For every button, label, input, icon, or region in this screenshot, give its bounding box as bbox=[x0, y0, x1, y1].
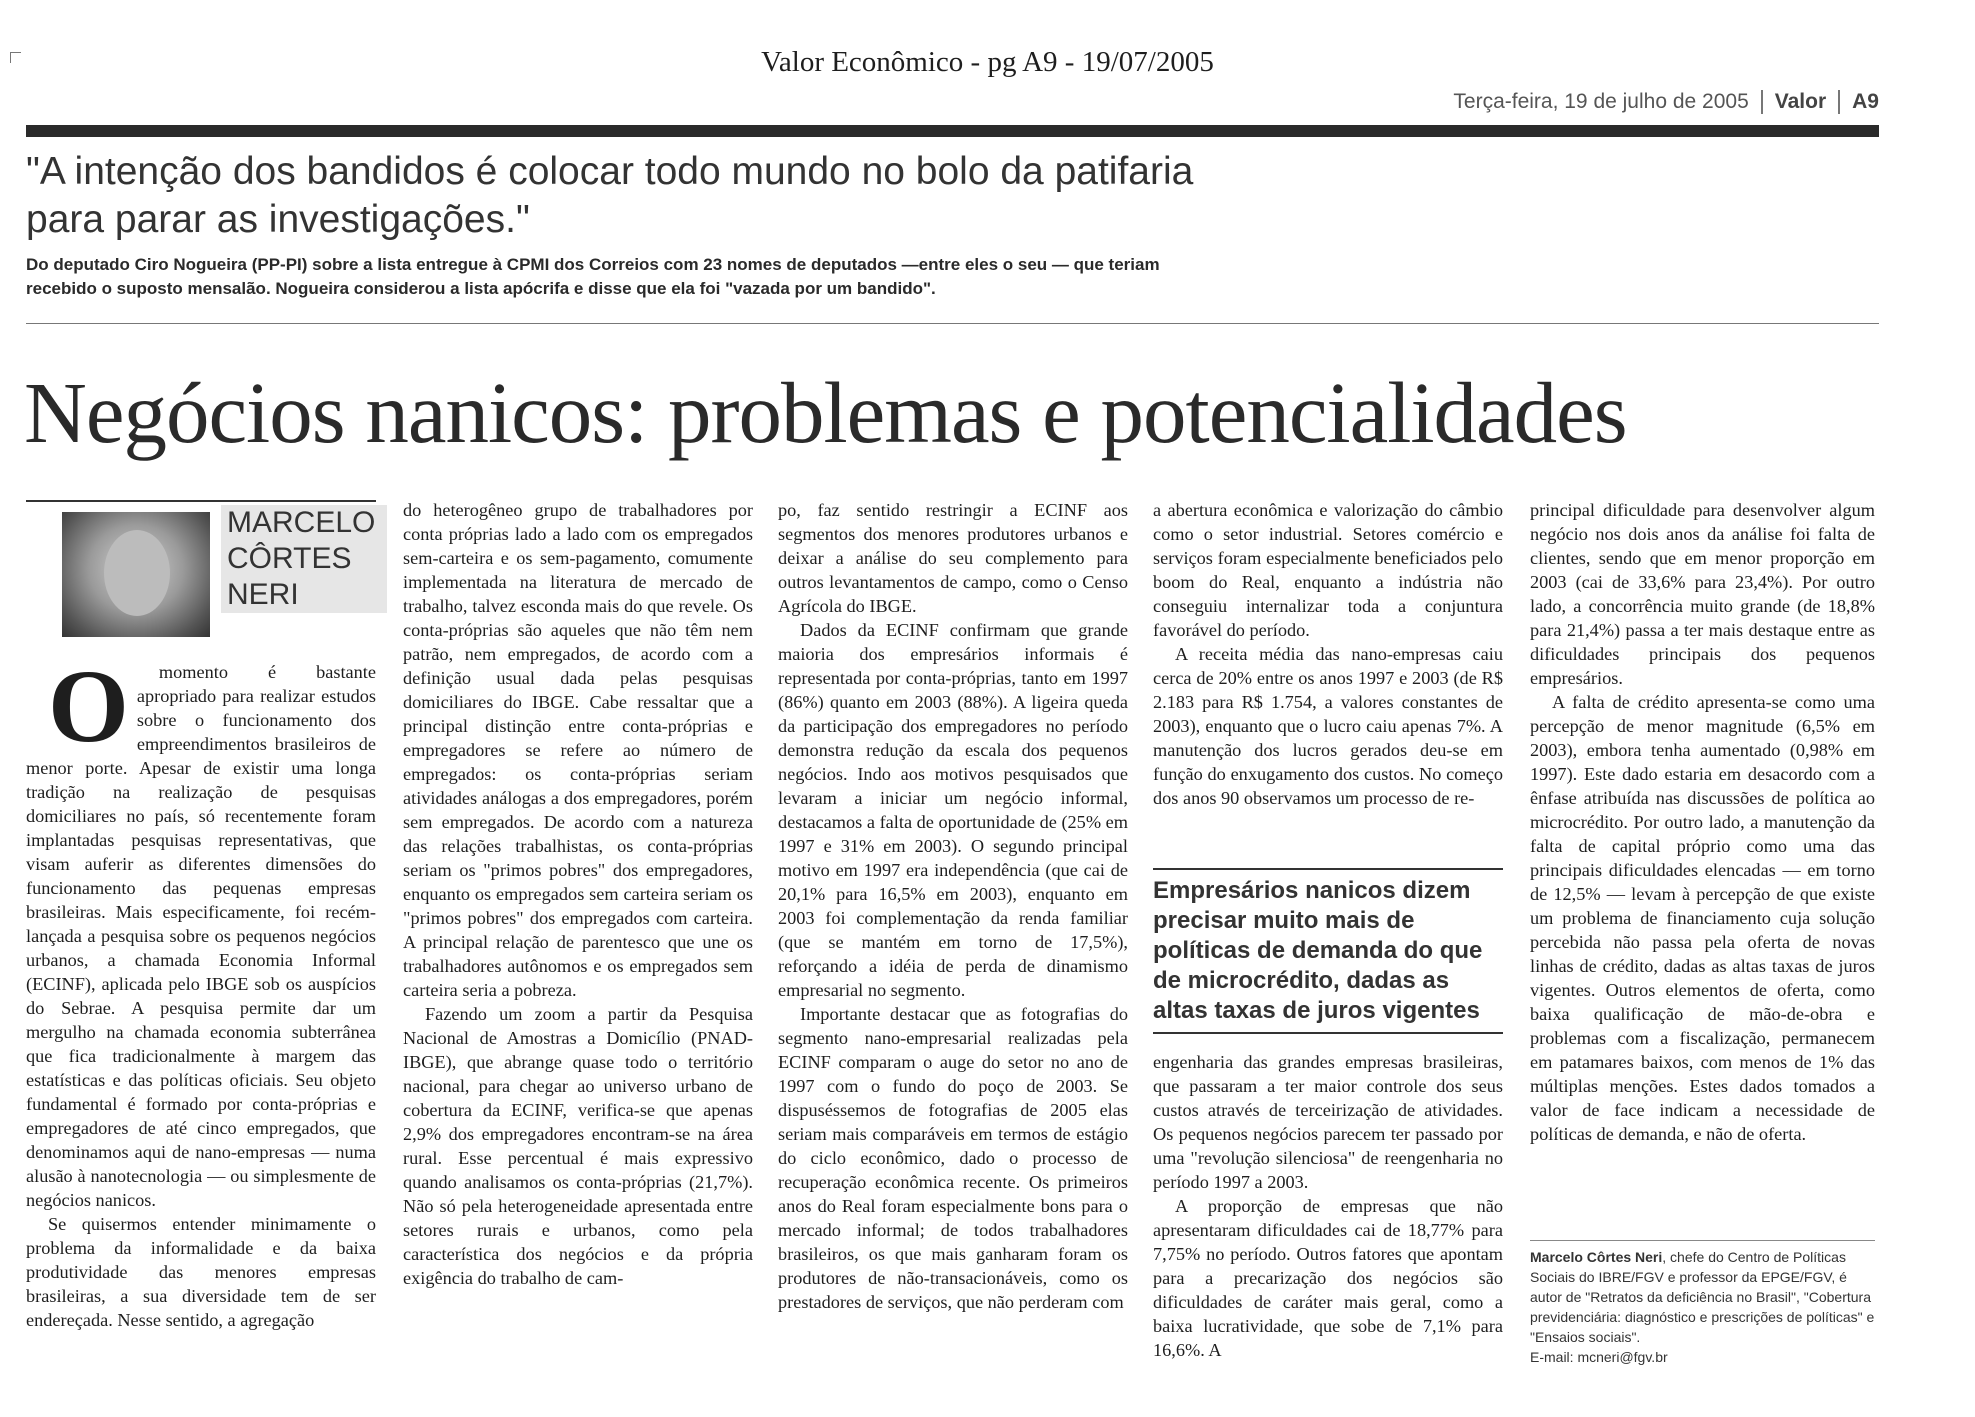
section-rule bbox=[26, 323, 1879, 324]
column-3 bbox=[778, 498, 1128, 1314]
paragraph: engenharia das grandes empresas brasileiras, que passaram a ter maior controle dos seus custos através de terceirização de atividades. Os pequenos negócios parecem ter passado por uma "revolução silenciosa" de reengenharia no período 1997 a 2003. bbox=[1153, 1052, 1503, 1192]
page-date: Terça-feira, 19 de julho de 2005 bbox=[1453, 90, 1749, 113]
column-5 bbox=[1530, 498, 1875, 1146]
column-4 bbox=[1153, 498, 1503, 810]
page-info-separator bbox=[1838, 90, 1840, 114]
author-email[interactable]: E-mail: mcneri@fgv.br bbox=[1530, 1349, 1668, 1365]
bio-text: , chefe do Centro de Políticas Sociais do IBRE/FGV e professor da EPGE/FGV, é autor de "Retratos da deficiência no Brasil", "Cobertura previdenciária: diagnóstico e prescrições de políticas" e "Ensaios sociais". bbox=[1530, 1249, 1875, 1345]
paragraph: A falta de crédito apresenta-se como uma percepção de menor magnitude (6,5% em 2003), embora tenha aumentado (0,98% em 1997). Este dado estaria em desacordo com a ênfase atribuída nas discussões de política ao microcrédito. Por outro lado, a manutenção da falta de capital próprio como uma das principais dificuldades elencadas — em torno de 12,5% — levam à percepção de que existe um problema de financiamento cuja solução percebida não passa pela oferta de novas linhas de crédito, dadas as altas taxas de juros vigentes. Outros elementos de oferta, como baixa qualificação de mão-de-obra e problemas com a fiscalização, permanecem em patamares baixos, com menos de 1% das múltiplas menções. Estes dados tomados a valor de face indicam a necessidade de políticas de demanda, e não de oferta. bbox=[1530, 692, 1875, 1144]
paragraph: A receita média das nano-empresas caiu cerca de 20% entre os anos 1997 e 2003 (de R$ 2.183 para R$ 1.754, a valores constantes de 2003), enquanto que o lucro caiu apenas 7%. A manutenção dos lucros gerados deu-se em função do enxugamento dos custos. No começo dos anos 90 observamos um processo de re- bbox=[1153, 644, 1503, 808]
author-photo bbox=[62, 512, 210, 637]
bio-name: Marcelo Côrtes Neri bbox=[1530, 1249, 1663, 1265]
paragraph: principal dificuldade para desenvolver algum negócio nos dois anos da análise foi falta de clientes, sendo que em menor proporção em 2003 (cai de 33,6% para 23,4%). Por outro lado, a concorrência muito grande (de 18,8% para 21,4%) passa a ter mais destaque entre as dificuldades principais dos pequenos empresários. bbox=[1530, 500, 1875, 688]
paragraph: Se quisermos entender minimamente o problema da informalidade e da baixa produtividade das menores empresas brasileiras, a sua diversidade tem de ser endereçada. Nesse sentido, a agregação bbox=[26, 1214, 376, 1330]
clip-title: Valor Econômico - pg A9 - 19/07/2005 bbox=[761, 46, 1214, 78]
drop-cap: O bbox=[48, 649, 129, 764]
page-number: A9 bbox=[1852, 90, 1879, 113]
paragraph: a abertura econômica e valorização do câmbio como o setor industrial. Setores comércio e serviços foram especialmente beneficiados pelo boom do Real, enquanto a indústria não conseguiu internalizar toda a conjuntura favorável do período. bbox=[1153, 500, 1503, 640]
author-face bbox=[104, 530, 170, 616]
author-name: MARCELO CÔRTES NERI bbox=[221, 505, 387, 613]
top-rule bbox=[26, 125, 1879, 137]
author-bio bbox=[1530, 1240, 1875, 1367]
quote-attribution: Do deputado Ciro Nogueira (PP-PI) sobre a lista entregue à CPMI dos Correios com 23 nomes de deputados —entre eles o seu — que teriam recebido o suposto mensalão. Nogueira considerou a lista apócrifa e disse que ela foi "vazada por um bandido". bbox=[26, 255, 1160, 298]
pull-quote: Empresários nanicos dizem precisar muito mais de políticas de demanda do que de microcrédito, dadas as altas taxas de juros vigentes bbox=[1153, 868, 1503, 1034]
paragraph: do heterogêneo grupo de trabalhadores por conta próprias lado a lado com os empregados sem-carteira e os sem-pagamento, comumente implementada na literatura de mercado de trabalho, talvez esconda mais do que revele. Os conta-próprias são aqueles que não têm nem patrão, nem empregados, de acordo com a definição usual dada pelas pesquisas domiciliares do IBGE. Cabe ressaltar que a principal distinção entre conta-próprias e empregadores se refere ao número de empregados: os conta-próprias seriam atividades análogas a dos empregadores, porém sem empregados. De acordo com a natureza das relações trabalhistas, os conta-próprias seriam os "primos pobres" dos empregadores, enquanto os empregados sem carteira seriam os "primos pobres" dos empregados com carteira. A principal relação de parentesco que une os trabalhadores autônomos e os empregados sem carteira seria a pobreza. bbox=[403, 500, 753, 1000]
column-4-continued bbox=[1153, 1050, 1503, 1362]
page-info bbox=[1453, 90, 1879, 114]
paragraph: A proporção de empresas que não apresentaram dificuldades cai de 18,77% para 7,75% no período. Outros fatores que apontam para a precarização dos negócios são dificuldades de caráter mais geral, como a baixa lucratividade, que sobe de 7,1% para 16,6%. A bbox=[1153, 1196, 1503, 1360]
headline: Negócios nanicos: problemas e potencialidades bbox=[24, 364, 1627, 461]
brand-name: Valor bbox=[1774, 90, 1827, 113]
author-box bbox=[26, 500, 376, 642]
paragraph: Dados da ECINF confirmam que grande maioria dos empresários informais é representada por conta-próprias, tanto em 1997 (86%) quanto em 2003 (88%). A ligeira queda da participação dos empregadores no período demonstra redução da escala dos pequenos negócios. Indo aos motivos pesquisados que levaram a iniciar um negócio informal, destacamos a falta de oportunidade de (25% em 1997 e 31% em 2003). O segundo principal motivo em 1997 era independência (que cai de 20,1% para 16,5% em 2003), enquanto em 2003 foi complementação da renda familiar (que se mantém em torno de 17,5%), reforçando a idéia de perda de dinamismo empresarial no segmento. bbox=[778, 620, 1128, 1000]
paragraph: Importante destacar que as fotografias do segmento nano-empresarial realizadas pela ECINF comparam o auge do setor no ano de 1997 com o fundo do poço de 2003. Se dispuséssemos de fotografias de 2005 elas seriam mais comparáveis em termos de estágio do ciclo econômico, dado o processo de recuperação econômica recente. Os primeiros anos do Real foram especialmente bons para o mercado informal; de todos trabalhadores brasileiros, os que mais ganharam foram os produtores de não-transacionáveis, como os prestadores de serviços, que não perderam com bbox=[778, 1004, 1128, 1312]
paragraph: Fazendo um zoom a partir da Pesquisa Nacional de Amostras a Domicílio (PNAD-IBGE), que abrange quase todo o território nacional, para chegar ao universo urbano de cobertura da ECINF, verifica-se que apenas 2,9% dos empregadores encontram-se na área rural. Esse percentual é mais expressivo quando analisamos os conta-próprias (21,7%). Não só pela heterogeneidade apresentada entre setores rurais e urbanos, como pela característica dos negócios e da própria exigência do trabalho de cam- bbox=[403, 1004, 753, 1288]
paragraph: po, faz sentido restringir a ECINF aos segmentos dos menores produtores urbanos e deixar a análise do seu complemento para outros levantamentos de campo, como o Censo Agrícola do IBGE. bbox=[778, 500, 1128, 616]
column-2 bbox=[403, 498, 753, 1290]
paragraph bbox=[26, 649, 376, 1212]
column-1 bbox=[26, 649, 376, 1332]
page-info-separator bbox=[1761, 90, 1763, 114]
quote-text: "A intenção dos bandidos é colocar todo mundo no bolo da patifaria para parar as investigações." bbox=[26, 150, 1194, 241]
paragraph-text: momento é bastante apropriado para realizar estudos sobre o funcionamento dos empreendimentos brasileiros de menor porte. Apesar de existir uma longa tradição na realização de pesquisas domiciliares no país, só recentemente foram implantadas pesquisas representativas, que visam auferir as diferentes dimensões do funcionamento das pequenas empresas brasileiras. Mais especificamente, foi recém-lançada a pesquisa sobre os pequenos negócios urbanos, a chamada Economia Informal (ECINF), aplicada pelo IBGE sob os auspícios do Sebrae. A pesquisa permite dar um mergulho na chamada economia subterrânea que fica tradicionalmente à margem das estatísticas e das políticas oficiais. Seu objeto fundamental é formado por conta-próprias e empregadores de até cinco empregados, que denominamos aqui de nano-empresas — numa alusão à nanotecnologia — ou simplesmente de negócios nanicos. bbox=[26, 662, 376, 1210]
